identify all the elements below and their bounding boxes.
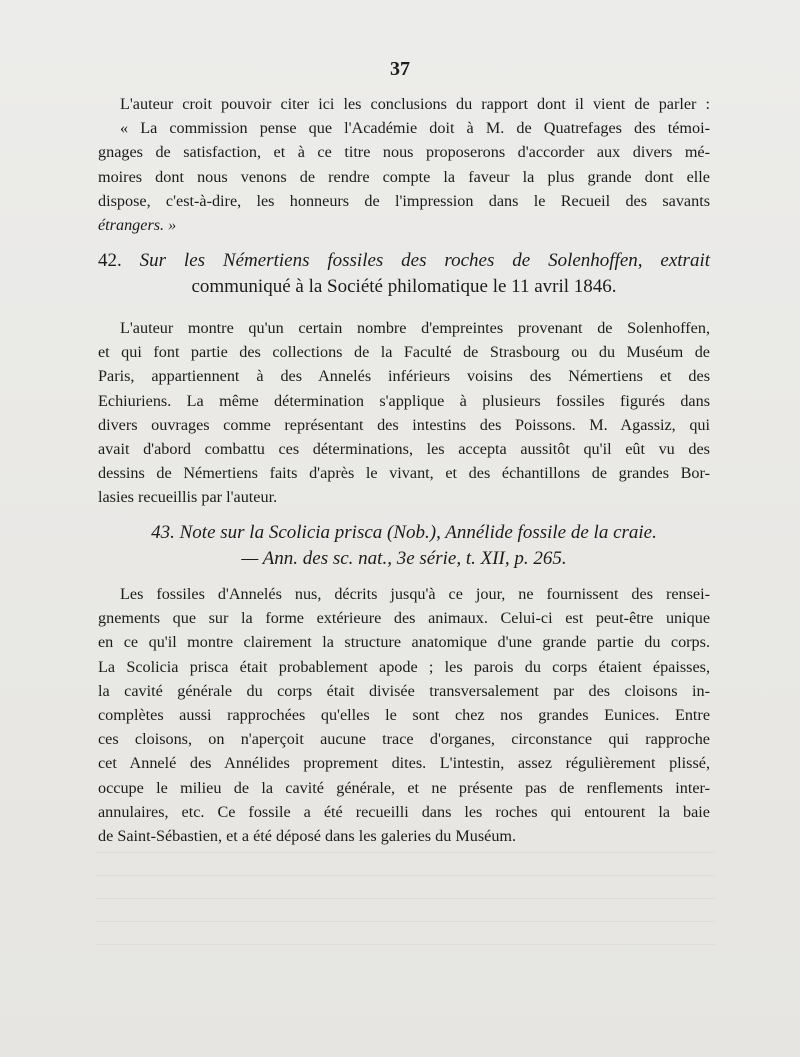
text-line: Les fossiles d'Annelés nus, décrits jusqu'à ce jour, ne fournissent des rensei- — [120, 585, 710, 603]
page-number: 37 — [390, 58, 410, 80]
text-line: ces cloisons, on n'aperçoit aucune trace d'organes, circonstance qui rapproche — [98, 730, 710, 749]
text-line: gnements que sur la forme extérieure des animaux. Celui-ci est peut-être unique — [98, 609, 710, 628]
text-line: dispose, c'est-à-dire, les honneurs de l'impression dans le Recueil des savants — [98, 191, 710, 210]
section-42-heading — [98, 248, 710, 300]
text-line: avait d'abord combattu ces déterminations, les accepta aussitôt qu'il eût vu des — [98, 439, 710, 458]
text-line: complètes aussi rapprochées qu'elles le sont chez nos grandes Eunices. Entre — [98, 705, 710, 724]
text-line: gnages de satisfaction, et à ce titre nous proposerons d'accorder aux divers mé- — [98, 143, 710, 162]
text-line: lasies recueillis par l'auteur. — [98, 488, 278, 507]
text-line: L'auteur croit pouvoir citer ici les conclusions du rapport dont il vient de parler : — [120, 95, 710, 113]
section-43-title-line2: — Ann. des sc. nat., 3e série, t. XII, p. 265. — [241, 548, 567, 569]
text-line: étrangers. » — [98, 215, 177, 234]
text-line: annulaires, etc. Ce fossile a été recueilli dans les roches qui entourent la baie — [98, 802, 710, 821]
text-line: Echiuriens. La même détermination s'applique à plusieurs fossiles figurés dans — [98, 391, 710, 410]
text-line: Paris, appartiennent à des Annelés inférieurs voisins des Némertiens et des — [98, 367, 710, 386]
text-line: L'auteur montre qu'un certain nombre d'empreintes provenant de Solenhoffen, — [120, 319, 710, 337]
paragraph-43 — [98, 582, 710, 848]
text-line: et qui font partie des collections de la Faculté de Strasbourg ou du Muséum de — [98, 343, 710, 362]
text-line: en ce qu'il montre clairement la structure anatomique d'une grande partie du corps. — [98, 633, 710, 652]
text-line: La Scolicia prisca était probablement apode ; les parois du corps étaient épaisses, — [98, 657, 710, 676]
section-43-heading — [98, 520, 710, 572]
paragraph-conclusions — [98, 92, 710, 237]
text-line: moires dont nous venons de rendre compte la faveur la plus grande dont elle — [98, 167, 710, 186]
text-line: la cavité générale du corps était divisée transversalement par des cloisons in- — [98, 681, 710, 700]
text-line: dessins de Némertiens faits d'après le vivant, et des échantillons de grandes Bor- — [98, 464, 710, 483]
text-line: cet Annelé des Annélides proprement dites. L'intestin, assez régulièrement plissé, — [98, 754, 710, 773]
text-line: divers ouvrages comme représentant des intestins des Poissons. M. Agassiz, qui — [98, 415, 710, 434]
section-42-number: 42. — [98, 250, 122, 271]
text-line: occupe le milieu de la cavité générale, et ne présente pas de renflements inter- — [98, 778, 710, 797]
paragraph-42 — [98, 316, 710, 510]
section-42-title-line2: communiqué à la Société philomatique le 11 avril 1846. — [191, 276, 617, 297]
text-line: « La commission pense que l'Académie doit à M. de Quatrefages des témoi- — [120, 119, 710, 138]
section-42-title-line1 — [98, 248, 710, 274]
text-line: de Saint-Sébastien, et a été déposé dans les galeries du Muséum. — [98, 826, 517, 845]
section-43-title-line1: 43. Note sur la Scolicia prisca (Nob.), Annélide fossile de la craie. — [151, 522, 657, 543]
section-42-title: Sur les Némertiens fossiles des roches de Solenhoffen, extrait — [139, 250, 711, 271]
